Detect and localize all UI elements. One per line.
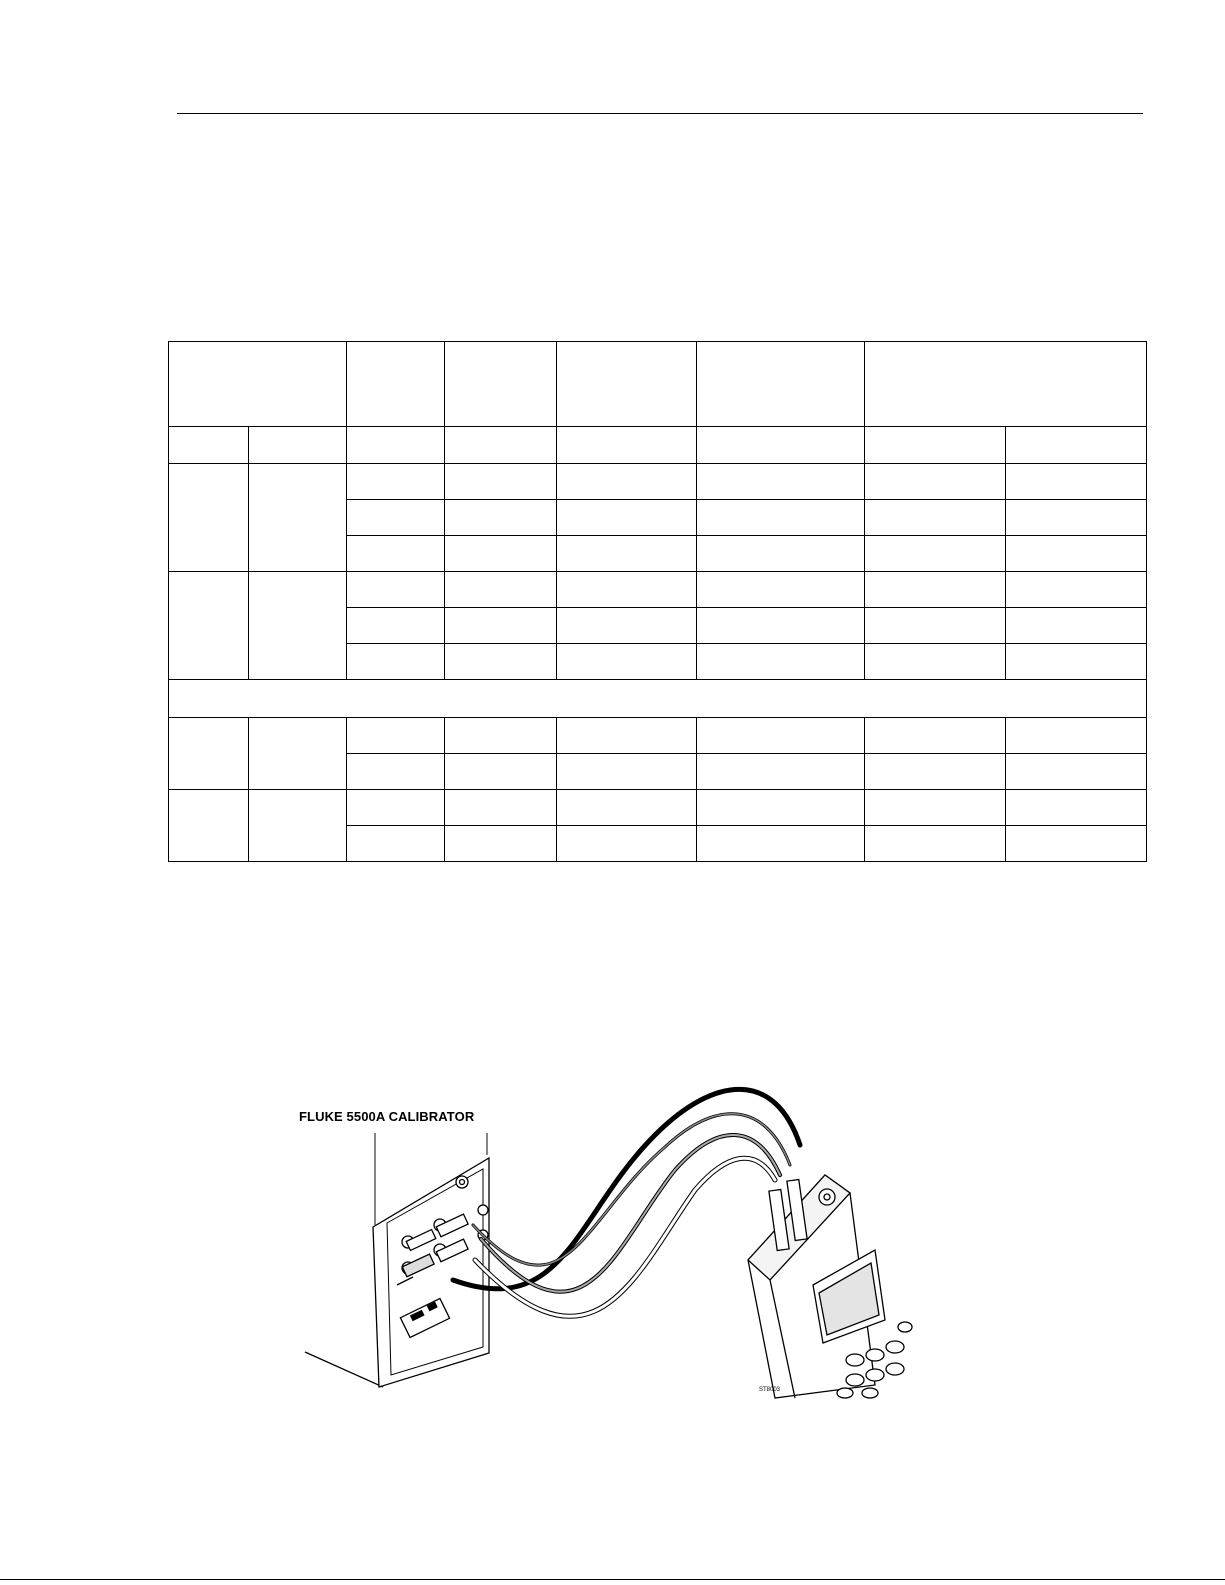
table-header-cell <box>697 342 865 427</box>
table-cell <box>1006 790 1147 826</box>
table-cell <box>557 608 697 644</box>
table-cell <box>697 826 865 862</box>
table-note-row <box>169 680 1147 718</box>
table-cell <box>1006 500 1147 536</box>
table-subheader-cell <box>169 427 249 464</box>
table-cell <box>249 718 347 790</box>
table-cell <box>557 464 697 500</box>
connection-illustration <box>295 1075 935 1415</box>
table-cell <box>347 826 445 862</box>
table-cell <box>445 608 557 644</box>
header-rule <box>177 113 1143 114</box>
table-cell <box>347 718 445 754</box>
figure-title: FLUKE 5500A CALIBRATOR <box>299 1109 475 1124</box>
table-row <box>169 464 1147 500</box>
table-cell <box>557 826 697 862</box>
table-cell <box>1006 572 1147 608</box>
table-cell <box>347 754 445 790</box>
test-lead-cable-icon <box>453 1089 800 1316</box>
table-header-cell <box>169 342 347 427</box>
table-cell <box>697 790 865 826</box>
table-cell <box>347 608 445 644</box>
table-cell <box>865 536 1006 572</box>
table-header-cell <box>445 342 557 427</box>
table-cell <box>697 718 865 754</box>
table-cell <box>169 718 249 754</box>
table-row <box>169 718 1147 754</box>
table-cell <box>1006 826 1147 862</box>
table-header-cell <box>347 342 445 427</box>
table-cell <box>169 790 249 826</box>
table-cell <box>347 790 445 826</box>
table-cell <box>557 754 697 790</box>
table-cell <box>169 826 249 862</box>
table-cell <box>697 500 865 536</box>
table-cell <box>1006 608 1147 644</box>
table-cell <box>249 572 347 680</box>
table-cell <box>1006 464 1147 500</box>
table-cell <box>557 790 697 826</box>
table-subheader-cell <box>249 427 347 464</box>
table-cell <box>445 644 557 680</box>
table-cell <box>347 464 445 500</box>
table-cell <box>865 718 1006 754</box>
table-cell <box>445 790 557 826</box>
table-subheader-cell <box>347 427 445 464</box>
table-cell <box>445 500 557 536</box>
table-header-cell <box>557 342 697 427</box>
table-cell <box>865 754 1006 790</box>
table-cell <box>445 826 557 862</box>
table-row <box>169 572 1147 608</box>
table-cell <box>557 536 697 572</box>
table-note-cell <box>169 680 1147 718</box>
table-subheader-cell <box>1006 427 1147 464</box>
table-cell <box>865 572 1006 608</box>
verification-table <box>168 341 1147 862</box>
table-cell <box>1006 754 1147 790</box>
calibrator-unit-icon <box>305 1133 489 1387</box>
table-subheader-cell <box>445 427 557 464</box>
table-cell <box>697 464 865 500</box>
table-cell <box>865 790 1006 826</box>
table-cell <box>445 572 557 608</box>
table-cell <box>1006 536 1147 572</box>
handheld-meter-icon <box>748 1175 912 1398</box>
table-subheader-cell <box>697 427 865 464</box>
table-cell <box>557 718 697 754</box>
table-cell <box>865 826 1006 862</box>
table-header-row <box>169 342 1147 427</box>
table-cell <box>169 754 249 790</box>
table-cell <box>557 500 697 536</box>
table-cell <box>865 500 1006 536</box>
table-row <box>169 790 1147 826</box>
table-cell <box>557 572 697 608</box>
table-cell <box>249 790 347 862</box>
table-subheader-cell <box>865 427 1006 464</box>
table-cell <box>169 644 249 680</box>
table-cell <box>697 572 865 608</box>
table-cell <box>697 536 865 572</box>
table-cell <box>169 536 249 572</box>
table-cell <box>445 464 557 500</box>
table-cell <box>697 644 865 680</box>
table-cell <box>169 500 249 536</box>
table-cell <box>697 608 865 644</box>
table-cell <box>1006 644 1147 680</box>
table-cell <box>169 572 249 608</box>
table-cell <box>445 718 557 754</box>
table-cell <box>445 536 557 572</box>
footer-rule <box>0 1579 1225 1580</box>
table-cell <box>865 464 1006 500</box>
table-subheader-cell <box>557 427 697 464</box>
table-cell <box>347 536 445 572</box>
figure-code: ST8003 <box>759 1387 781 1393</box>
table-cell <box>557 644 697 680</box>
table-cell <box>169 464 249 500</box>
table-cell <box>347 572 445 608</box>
table-cell <box>347 644 445 680</box>
table-header-cell <box>865 342 1147 427</box>
table-cell <box>347 500 445 536</box>
table-cell <box>445 754 557 790</box>
table-cell <box>697 754 865 790</box>
table-subheader-row <box>169 427 1147 464</box>
table-cell <box>169 608 249 644</box>
table-cell <box>865 608 1006 644</box>
connection-figure <box>295 1075 935 1415</box>
table-cell <box>249 464 347 572</box>
table-cell <box>865 644 1006 680</box>
table-cell <box>1006 718 1147 754</box>
